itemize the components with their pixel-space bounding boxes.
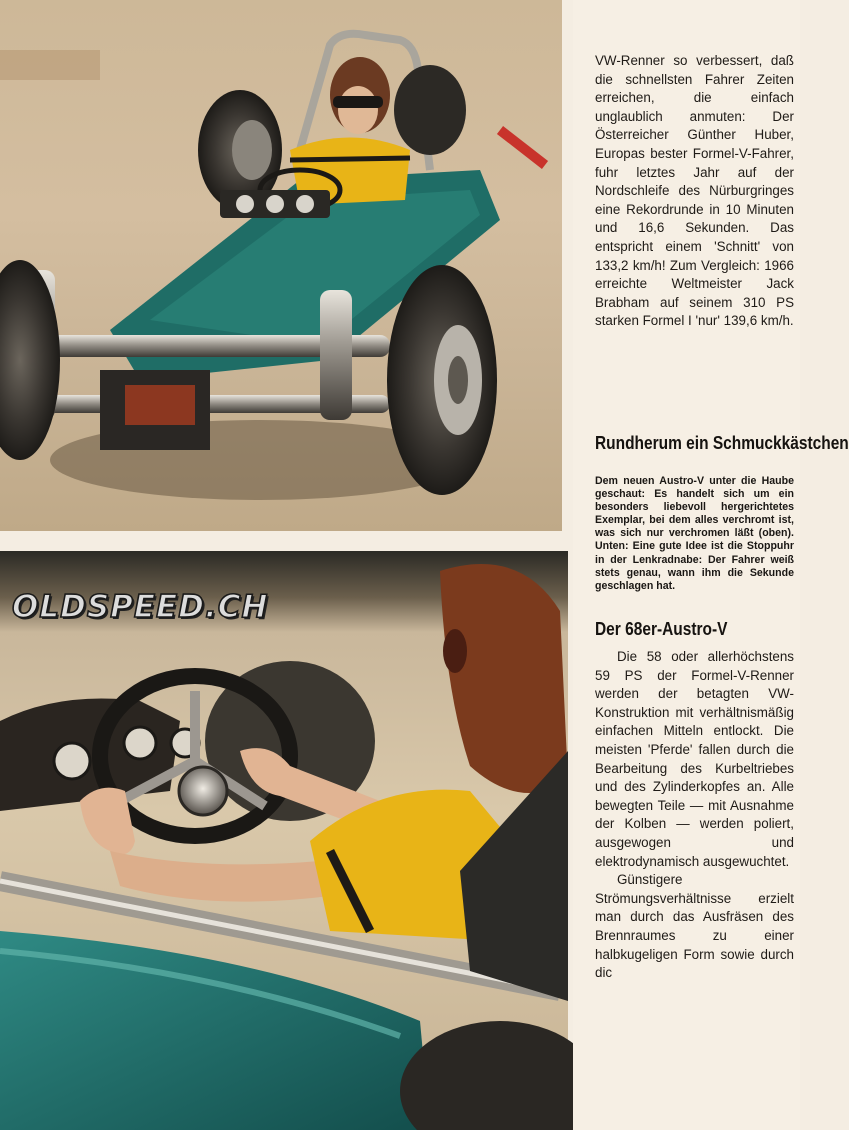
photo-caption xyxy=(595,475,794,593)
gauge-1 xyxy=(54,743,90,779)
paragraph-1-text: VW-Renner so verbessert, daß die schnellsten Fahrer Zeiten erreichen, die einfach unglaublich anmuten: Der Österreicher Günther Huber, Europas bester Formel-V-Fahrer, fuhr letztes Jahr auf der Nordschleife des Nürburgringes eine Rekordrunde in 10 Minuten und 16,6 Sekunden. Das entspricht einem 'Schnitt' von 133,2 km/h! Zum Vergleich: 1966 erreichte Weltmeister Jack Brabham auf seinem 310 PS starken Formel I 'nur' 139,6 km/h. xyxy=(595,53,794,329)
car-chassis-illustration xyxy=(0,0,562,531)
top-photo-formula-v-car xyxy=(0,0,562,531)
watermark-logo: OLDSPEED.CH xyxy=(12,589,269,625)
photo-gap xyxy=(0,531,562,551)
cockpit-illustration xyxy=(0,551,568,1130)
bottom-photo-steering-wheel xyxy=(0,551,568,1130)
article-paragraph-2 xyxy=(595,648,794,983)
gauge-2 xyxy=(124,727,156,759)
heading-rundherum: Rundherum ein Schmuckkästchen xyxy=(595,433,849,453)
stopwatch-hub xyxy=(179,767,227,815)
caption-text: Dem neuen Austro-V unter die Haube geschaut: Es handelt sich um ein besonders liebevoll hergerichtetes Exemplar, bei dem alles verchromt ist, was sich nur verchromen läßt (oben). Unten: Eine gute Idee ist die Stoppuhr in der Lenkradnabe: Der Fahrer weiß stets genau, wann ihm die Sekunde geschlagen hat. xyxy=(595,475,794,592)
paragraph-2-text: Die 58 oder allerhöchstens 59 PS der Formel-V-Renner werden der betagten VW-Konstruktion mit verhältnismäßig einfachen Mitteln entlockt. Die meisten 'Pferde' fallen durch die Bearbeitung des Kurbeltriebes und des Zylinderkopfes an. Alle bewegten Teile — mit Ausnahme der Kolben — werden poliert, ausgewogen und elektrodynamisch ausgewuchtet. xyxy=(595,649,794,869)
paragraph-3-text: Günstigere Strömungsverhältnisse erzielt man durch das Ausfräsen des Brennraumes zu einer halbkugeligen Form sowie durch dic xyxy=(595,872,794,981)
article-paragraph-1 xyxy=(595,52,794,331)
article-text-column xyxy=(573,0,849,1130)
heading-68er-austro-v: Der 68er-Austro-V xyxy=(595,619,728,639)
driver-hair xyxy=(440,564,568,793)
